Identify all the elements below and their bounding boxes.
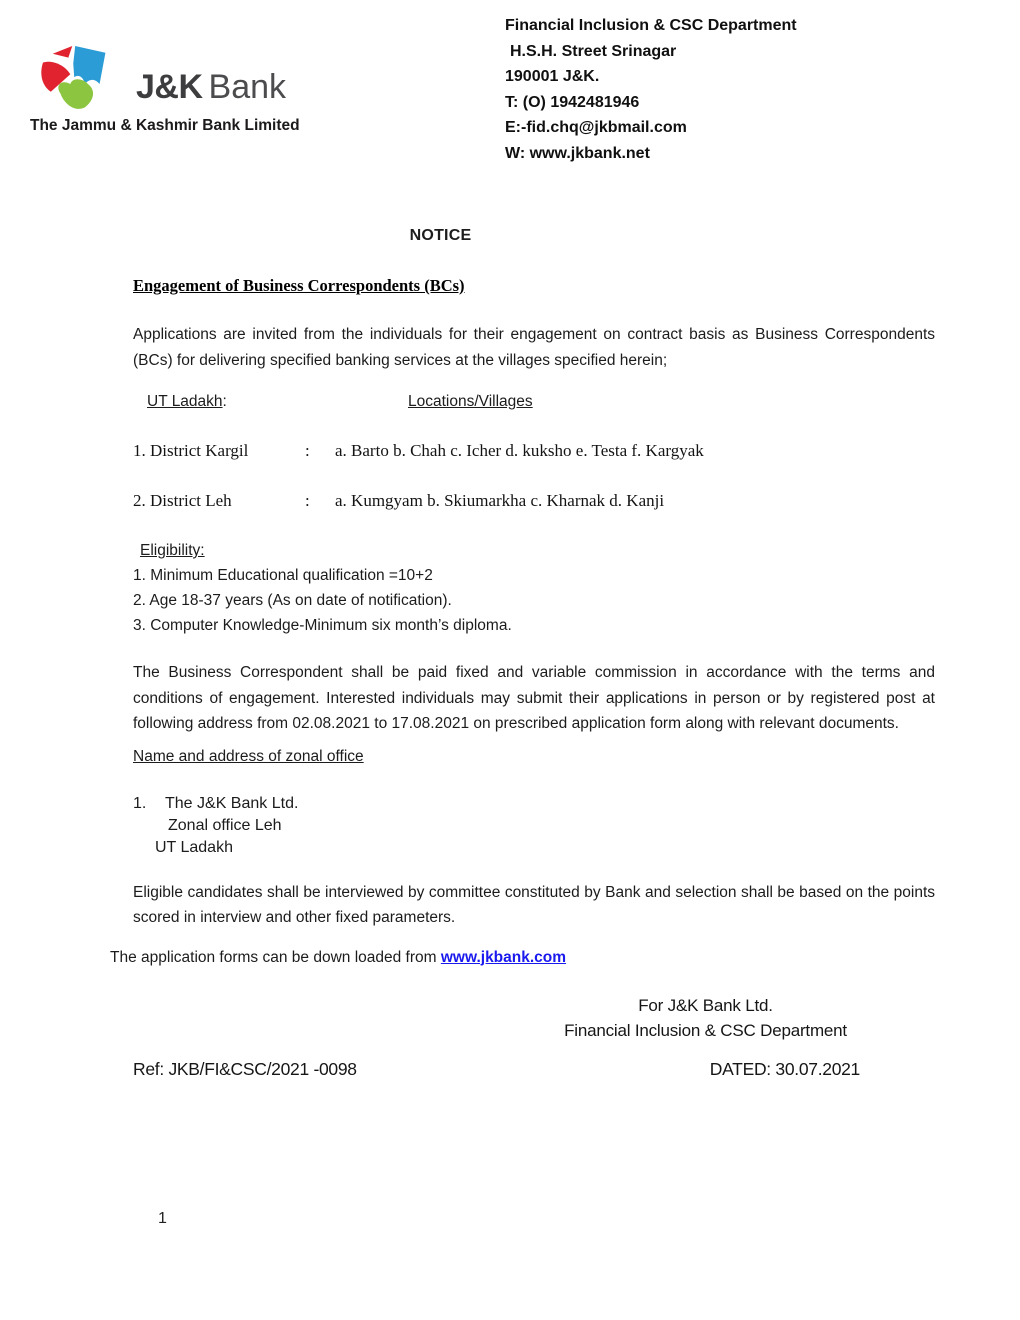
- dated-label: DATED: 30.07.2021: [709, 1058, 860, 1079]
- bank-logo: [40, 44, 286, 124]
- interview-paragraph: Eligible candidates shall be interviewed by committee constituted by Bank and selection shall be based on the points scored in interview and other fixed parameters.: [133, 883, 935, 926]
- department-name: Financial Inclusion & CSC Department: [505, 17, 797, 34]
- signature-line2: Financial Inclusion & CSC Department: [564, 1020, 847, 1040]
- page-number: 1: [158, 1210, 167, 1227]
- signature-block: [558, 993, 853, 1043]
- ut-ladakh-colon: :: [222, 393, 227, 410]
- brand-bold-text: J&K: [136, 68, 203, 106]
- reference-number: Ref: JKB/FI&CSC/2021 -0098: [133, 1058, 357, 1079]
- notice-title: NOTICE: [409, 227, 472, 244]
- zonal-office-line3: UT Ladakh: [155, 838, 233, 856]
- website-line: W: www.jkbank.net: [505, 144, 650, 162]
- zonal-office-number: 1.: [133, 794, 147, 812]
- locations-villages-heading: Locations/Villages: [408, 393, 533, 410]
- zonal-office-heading-text: Name and address of zonal office: [133, 747, 364, 765]
- eligibility-heading-text: Eligibility:: [140, 542, 205, 559]
- district-separator: :: [305, 441, 310, 460]
- subject-heading: Engagement of Business Correspondents (BCs): [133, 276, 465, 295]
- district-row-kargil: [133, 440, 935, 462]
- eligibility-item: 2. Age 18-37 years (As on date of notification).: [133, 592, 452, 609]
- ut-ladakh-text: UT Ladakh: [147, 393, 223, 410]
- zonal-office-line2: Zonal office Leh: [168, 816, 282, 834]
- intro-paragraph: Applications are invited from the individuals for their engagement on contract basis as Business Correspondents (BCs) for delivering specified banking services at the villages specified herein;: [133, 326, 935, 369]
- eligibility-item: 3. Computer Knowledge-Minimum six month’s diploma.: [133, 617, 512, 634]
- telephone-line: T: (O) 1942481946: [505, 93, 640, 111]
- eligibility-heading: [133, 538, 935, 563]
- district-name: 1. District Kargil: [133, 441, 249, 460]
- postal-code: 190001 J&K.: [505, 68, 600, 85]
- reference-row: [133, 1058, 935, 1080]
- ut-ladakh-label: [147, 393, 227, 410]
- commission-paragraph: The Business Correspondent shall be paid fixed and variable commission in accordance with the terms and conditions of engagement. Interested individuals may submit their applications in person or by registered post at following address from 02.08.2021 to 17.08.2021 on prescribed application form along with relevant documents.: [133, 664, 935, 732]
- district-row-leh: [133, 490, 935, 512]
- brand-wordmark: [136, 68, 286, 106]
- notice-body: [110, 226, 935, 1080]
- zonal-office-heading: [133, 747, 935, 767]
- department-address-block: [505, 13, 797, 166]
- zonal-office-line1: [133, 793, 935, 815]
- signature-line1: For J&K Bank Ltd.: [638, 995, 773, 1015]
- download-line: [110, 948, 935, 968]
- street-address: H.S.H. Street Srinagar: [510, 42, 677, 60]
- email-line: E:-fid.chq@jkbmail.com: [505, 119, 687, 136]
- zonal-office-address: [133, 793, 935, 859]
- zonal-office-bank-name: The J&K Bank Ltd.: [165, 794, 299, 812]
- bank-full-name: The Jammu & Kashmir Bank Limited: [30, 117, 300, 134]
- district-name: 2. District Leh: [133, 491, 232, 510]
- jkbank-link[interactable]: www.jkbank.com: [440, 948, 567, 966]
- district-villages: a. Barto b. Chah c. Icher d. kuksho e. Testa f. Kargyak: [335, 441, 704, 460]
- brand-regular-text: Bank: [208, 68, 287, 106]
- eligibility-section: [133, 538, 935, 638]
- download-text: The application forms can be down loaded from: [110, 948, 441, 966]
- bank-logo-icon: [40, 44, 126, 124]
- district-villages: a. Kumgyam b. Skiumarkha c. Kharnak d. Kanji: [335, 491, 665, 510]
- locations-header-row: [133, 392, 935, 412]
- district-separator: :: [305, 491, 310, 510]
- eligibility-item: 1. Minimum Educational qualification =10+2: [133, 567, 433, 584]
